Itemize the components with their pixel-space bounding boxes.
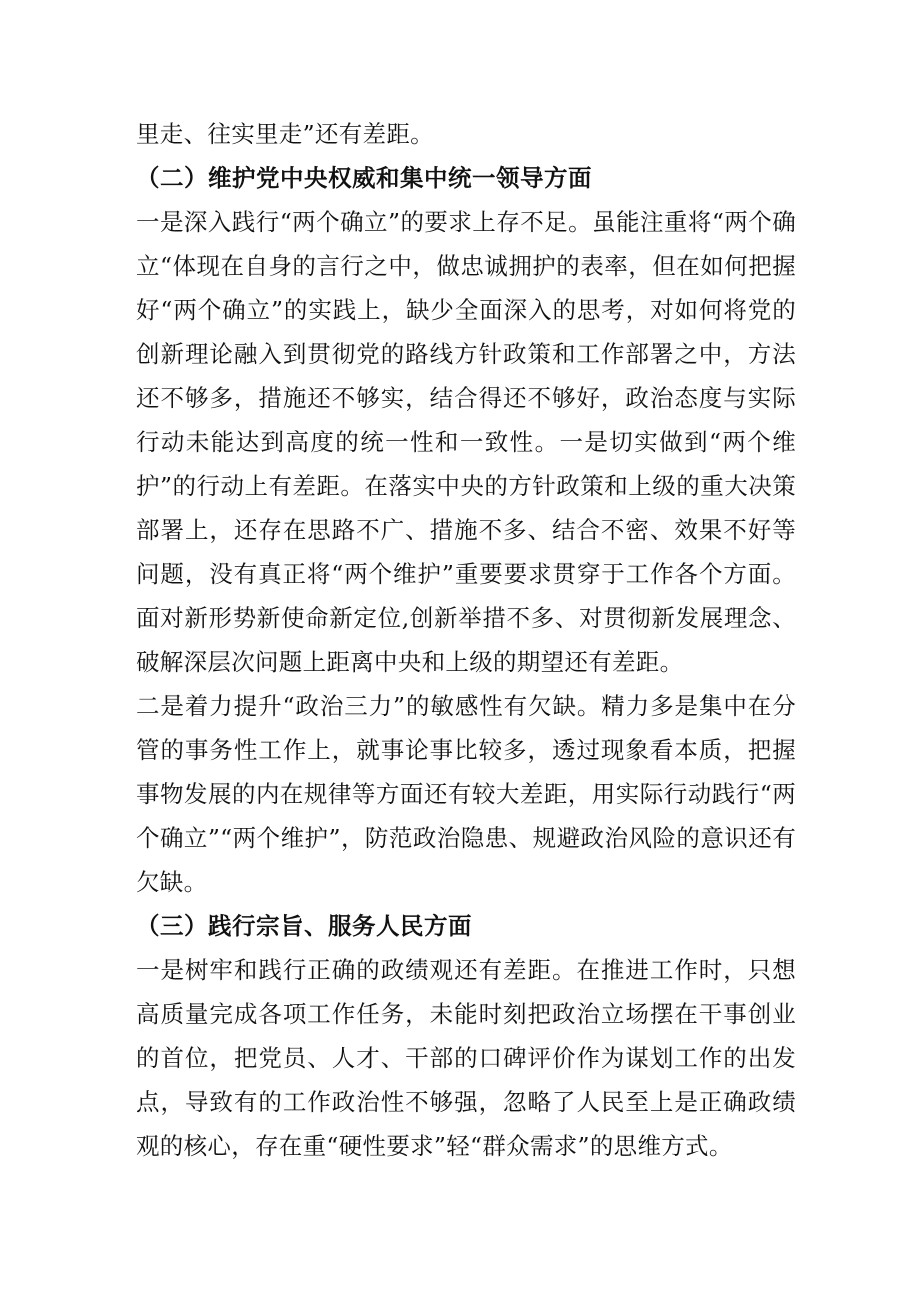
paragraph-political-abilities: 二是着力提升“政治三力”的敏感性有欠缺。精力多是集中在分管的事务性工作上，就事论事比较多，透过现象看本质，把握事物发展的内在规律等方面还有较大差距，用实际行动践行“两个确立”“两个维护”，防范政治隐患、规避政治风险的意识还有欠缺。 bbox=[136, 692, 796, 896]
document-body bbox=[136, 112, 796, 1168]
section-heading-3: （三）践行宗旨、服务人民方面 bbox=[136, 912, 472, 940]
paragraph-two-establishments: 一是深入践行“两个确立”的要求上存不足。虽能注重将“两个确立“体现在自身的言行之中，做忠诚拥护的表率，但在如何把握好“两个确立”的实践上，缺少全面深入的思考，对如何将党的创新理论融入到贯彻党的路线方针政策和工作部署之中，方法还不够多，措施还不够实，结合得还不够好，政治态度与实际行动未能达到高度的统一性和一致性。一是切实做到“两个维护”的行动上有差距。在落实中央的方针政策和上级的重大决策部署上，还存在思路不广、措施不多、结合不密、效果不好等问题，没有真正将“两个维护”重要要求贯穿于工作各个方面。面对新形势新使命新定位,创新举措不多、对贯彻新发展理念、破解深层次问题上距离中央和上级的期望还有差距。 bbox=[136, 208, 796, 676]
paragraph-continuation: 里走、往实里走”还有差距。 bbox=[136, 120, 434, 148]
section-heading-2: （二）维护党中央权威和集中统一领导方面 bbox=[136, 164, 592, 192]
paragraph-performance-view: 一是树牢和践行正确的政绩观还有差距。在推进工作时，只想高质量完成各项工作任务，未能时刻把政治立场摆在干事创业的首位，把党员、人才、干部的口碑评价作为谋划工作的出发点，导致有的工作政治性不够强，忽略了人民至上是正确政绩观的核心，存在重“硬性要求”轻“群众需求”的思维方式。 bbox=[136, 956, 796, 1160]
